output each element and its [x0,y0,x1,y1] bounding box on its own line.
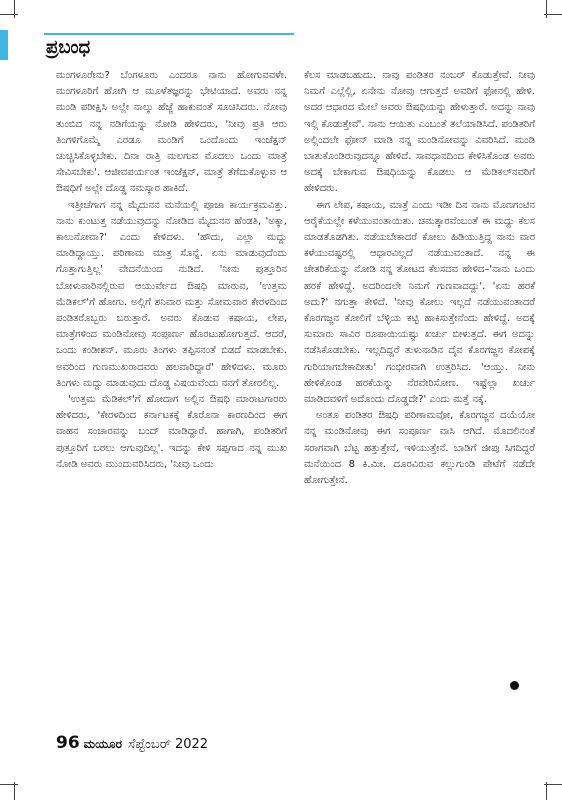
article-column-left [56,68,287,473]
section-title: ಪ್ರಬಂಧ [46,37,91,58]
crop-mark [0,784,18,785]
crop-mark [546,0,547,18]
page-number: 96 [56,733,80,753]
paragraph: 'ಉತ್ತಮ ಮೆಡಿಕಲ್'ಗೆ ಹೋದಾಗ ಅಲ್ಲಿನ ಔಷಧಿ ಮಾರಾಟಗಾರರು ಹೇಳಿದರು, 'ಕೇರಳದಿಂದ ಕರ್ನಾಟಕಕ್ಕೆ ಕೊರೊನಾ ಕಾರಣದಿಂದ ಈಗ ವಾಹನ ಸಂಚಾರವನ್ನು ಬಂದ್ ಮಾಡಿದ್ದಾರೆ. ಹಾಗಾಗಿ, ಪಂಡಿತರಿಗೆ ಪುತ್ತೂರಿಗೆ ಬರಲು ಆಗುವುದಿಲ್ಲ'. ಇದನ್ನು ಕೇಳಿ ಸಪ್ಪಗಾದ ನನ್ನ ಮುಖ ನೋಡಿ ಅವರು ಮುಂದುವರಿಸಿದರು, 'ನೀವು ಒಂದು [56,394,287,470]
paragraph: ಅಂತೂ ಪಂಡಿತರ ಔಷಧಿ ಪರಿಣಾಮವೋ, ಕೊರಗಜ್ಜನ ದಯೆಯೋ ನನ್ನ ಮಂಡಿನೋವು ಈಗ ಸಂಪೂರ್ಣ ವಾಸಿ ಆಗಿದೆ. ಮೊದಲಿನಂತೆ ಸರಾಗವಾಗಿ ಬೆಟ್ಟ ಹತ್ತುತ್ತೇನೆ, ಇಳಿಯುತ್ತೇನೆ. ಬಾಡಿಗೆ ಜೀಪು ಸಿಗದಿದ್ದರೆ ಮನೆಯಿಂದ 8 ಕಿ.ಮೀ. ದೂರವಿರುವ ಕಲ್ಲುಗುಂಡಿ ಪೇಟೆಗೆ ನಡೆದೇ ಹೋಗುತ್ತೇನೆ. [304,410,535,487]
article-end-mark [510,681,519,690]
section-rule [44,33,294,35]
magazine-name: ಮಯೂರ [83,737,122,751]
crop-mark [0,14,18,15]
paragraph: ಕೆಲಸ ಮಾಡಬಹುದು. ನಾವು ಪಂಡಿತರ ನಂಬರ್ ಕೊಡುತ್ತೇವೆ. ನೀವು ನಿಮಗೆ ಎಲ್ಲೆಲ್ಲಿ, ಏನೇನು ನೋವು ಆಗುತ್ತದೆ ಅವರಿಗೆ ಫೋನಲ್ಲಿ ಹೇಳಿ. ಅದರ ಆಧಾರದ ಮೇಲೆ ಅವರು ಔಷಧಿಯನ್ನು ಹೇಳುತ್ತಾರೆ. ಅದನ್ನು ನಾವು ಇಲ್ಲಿ ಕೊಡುತ್ತೇವೆ'. ನಾನು ಆಯಿತು ಎಂಬಂತೆ ತಲೆಯಾಡಿಸಿದೆ. ಪಂಡಿತರಿಗೆ ಅಲ್ಲಿಂದಲೇ ಫೋನ್ ಮಾಡಿ ನನ್ನ ಮಂಡಿನೋವನ್ನು ವಿವರಿಸಿದೆ. ಮಂಡಿ ಬಾತುಕೊಂಡಿರುವುದನ್ನೂ ಹೇಳಿದೆ. ಸಾವಧಾನದಿಂದ ಕೇಳಿಸಿಕೊಂಡ ಅವರು ಅದಕ್ಕೆ ಬೇಕಾಗುವ ಔಷಧಿಯನ್ನು ಕೊಡಲು ಆ ಮೆಡಿಕಲ್‌ನವರಿಗೆ ಹೇಳಿದರು. [304,70,535,195]
paragraph: ಇತ್ತೀಚೆಗಾಗ ನನ್ನ ಮೈದುನನ ಮನೆಯಲ್ಲಿ ಪೂಜಾ ಕಾರ್ಯಕ್ರಮವಿತ್ತು. ನಾನು ಕುಂಟುತ್ತ ನಡೆಯುವುದನ್ನು ನೋಡಿದ ಮೈದುನನ ಹೆಂಡತಿ, 'ಅಕ್ಕಾ, ಕಾಲುನೋವಾ?' ಎಂದು ಕೇಳಿದಳು. 'ಹೌದು, ಎಲ್ಲಾ ಮದ್ದು ಮಾಡಿದ್ದಾಯ್ತು. ಪರಿಣಾಮ ಮಾತ್ರ ಸೊನ್ನೆ. ಏನು ಮಾಡುವುದೆಂದು ಗೊತ್ತಾಗುತ್ತಿಲ್ಲ' ವೇದನೆಯಿಂದ ನುಡಿದೆ. 'ನೀನು ಪುತ್ತೂರಿನ ಬೋಳುವಾರಿನಲ್ಲಿರುವ ಆಯುರ್ವೇದ ಔಷಧಿ ಮಾರುವ, 'ಉತ್ತಮ ಮೆಡಿಕಲ್'ಗೆ ಹೋಗು. ಅಲ್ಲಿಗೆ ಶನಿವಾರ ಮತ್ತು ಸೋಮವಾರ ಕೇರಳದಿಂದ ಪಂಡಿತರೊಬ್ಬರು ಬರುತ್ತಾರೆ. ಅವರು ಕೊಡುವ ಕಷಾಯ, ಲೇಪ, ಮಾತ್ರೆಗಳಿಂದ ಮಂಡಿನೋವು ಸಂಪೂರ್ಣ ಹೊರಟುಹೋಗುತ್ತದೆ. ಆದರೆ, ಒಂದು ಕಂಡೀಶನ್. ಮೂರು ತಿಂಗಳು ತಪ್ಪಿಸನಂತೆ ಬಿಡದೆ ಮಾಡಬೇಕು. ಅವರಿಂದ ಗುಣಮುಖರಾದವರು ಹಲವಾರಿದ್ದಾರೆ' ಹೇಳಿದಳು. ಮೂರು ತಿಂಗಳು ಮದ್ದು ಮಾಡುವುದು ದೊಡ್ಡ ವಿಷಯವೆಂದು ನನಗೆ ತೋರಲಿಲ್ಲ. [56,199,287,389]
page-footer [56,733,208,753]
crop-mark [14,0,15,18]
issue-date: ಸೆಪ್ಟೆಂಬರ್ 2022 [127,737,209,752]
article-column-right [304,68,535,489]
crop-mark [544,784,562,785]
paragraph: ಮಂಗಳೂರೇನು? ಬೆಂಗಳೂರು ಎಂದರೂ ನಾನು ಹೋಗುವವಳೇ. ಮಂಗಳೂರಿಗೆ ಹೋಗಿ ಆ ಮೂಳೆತಜ್ಞರನ್ನು ಭೇಟಿಯಾದೆ. ಅವರು ನನ್ನ ಮಂಡಿ ಪರೀಕ್ಷಿಸಿ ಅಲ್ಲೇ ನಾಲ್ಕು ಹೆಜ್ಜೆ ಹಾಕುವಂತೆ ಸೂಚಿಸಿದರು. ನೋವು ತುಂಬಿದ ನನ್ನ ನಡಿಗೆಯನ್ನು ನೋಡಿ ಹೇಳಿದರು, 'ನೀವು ಪ್ರತಿ ಆರು ತಿಂಗಳಿಗೊಮ್ಮೆ ಎರಡೂ ಮಂಡಿಗೆ ಒಂದೊಂದು ಇಂಜೆಕ್ಷನ್ ಚುಚ್ಚಿಸಿಕೊಳ್ಳಬೇಕು. ದಿನಾ ರಾತ್ರಿ ಮಲಗುವ ಮೊದಲು ಒಂದು ಮಾತ್ರೆ ಸೇವಿಸಬೇಕು'. ಆಜೀವಪರ್ಯಂತ ಇಂಜೆಕ್ಷನ್, ಮಾತ್ರೆ ತೆಗೆದುಕೊಳ್ಳುವ ಆ ಔಷಧಿಗೆ ಅಲ್ಲೇ ದೊಡ್ಡ ನಮಸ್ಕಾರ ಹಾಕಿದೆ. [56,70,287,195]
paragraph: ಈಗ ಲೇಪ, ಕಷಾಯ, ಮಾತ್ರೆ ಎಂದು ಇಡೀ ದಿನ ನಾನು ಮೊಣಗಂಟಿನ ಆರೈಕೆಯಲ್ಲೇ ಕಳೆಯುವಂತಾಯಿತು. ಚಮತ್ಕಾರವೆಂಬಂತೆ ಈ ಮದ್ದು ಕೆಲಸ ಮಾಡತೊಡಗಿತು. ನಡೆಯಬೇಕಾದರೆ ಕೋಲು ಹಿಡಿಯುತ್ತಿದ್ದ ನಾನು ವಾರ ಕಳೆಯುವಷ್ಟರಲ್ಲಿ ಆಧಾರವಿಲ್ಲದೆ ನಡೆಯುವಂತಾದೆ. ನನ್ನ ಈ ಚೇತರಿಕೆಯನ್ನು ನೋಡಿ ನನ್ನ ತೋಟದ ಕೆಲಸದವ ಹೇಳಿದ–'ನಾನು ಒಂದು ಹರಕೆ ಹೇಳಿದ್ದೆ. ಅದರಿಂದಲೇ ನಿಮಗೆ ಗುಣವಾದದ್ದು'. 'ಏನು ಹರಕೆ ಅದು?' ನಗುತ್ತಾ ಕೇಳಿದೆ. 'ನೀವು ಕೋಲು ಇಲ್ಲದೆ ನಡೆಯುವಂತಾದರೆ ಕೊರಗಜ್ಜನ ಕೋಲಿಗೆ ಬೆಳ್ಳಿಯ ಕಟ್ಟಿ ಹಾಕಿಸುತ್ತೇನೆಂದು ಹೇಳಿದ್ದೆ. ಅದಕ್ಕೆ ಸುಮಾರು ಸಾವಿರ ರೂಪಾಯಿಯಷ್ಟು ಖರ್ಚು ಬೀಳುತ್ತದೆ. ಈಗ ಅದನ್ನು ನಡೆಸಿಕೊಡಬೇಕು. ಇಲ್ಲದಿದ್ದರೆ ತುಳುನಾಡಿನ ದೈವ ಕೊರಗಜ್ಜನ ಕೋಪಕ್ಕೆ ಗುರಿಯಾಗಬೇಕಾದೀತು' ಗಂಭೀರವಾಗಿ ಉತ್ತರಿಸಿದ. 'ಆಯ್ತು. ನೀನು ಹೇಳಿಕೊಂಡ ಹರಕೆಯನ್ನು ನೆರವೇರಿಸೋಣ. ಇಷ್ಟೆಲ್ಲಾ ಖರ್ಚು ಮಾಡಿದವಳಿಗೆ ಅದೊಂದು ದೊಡ್ಡದೇ?' ಎಂದು ಮತ್ತೆ ನಕ್ಕೆ. [304,199,535,406]
crop-mark [544,14,562,15]
section-accent-bar [0,30,8,60]
